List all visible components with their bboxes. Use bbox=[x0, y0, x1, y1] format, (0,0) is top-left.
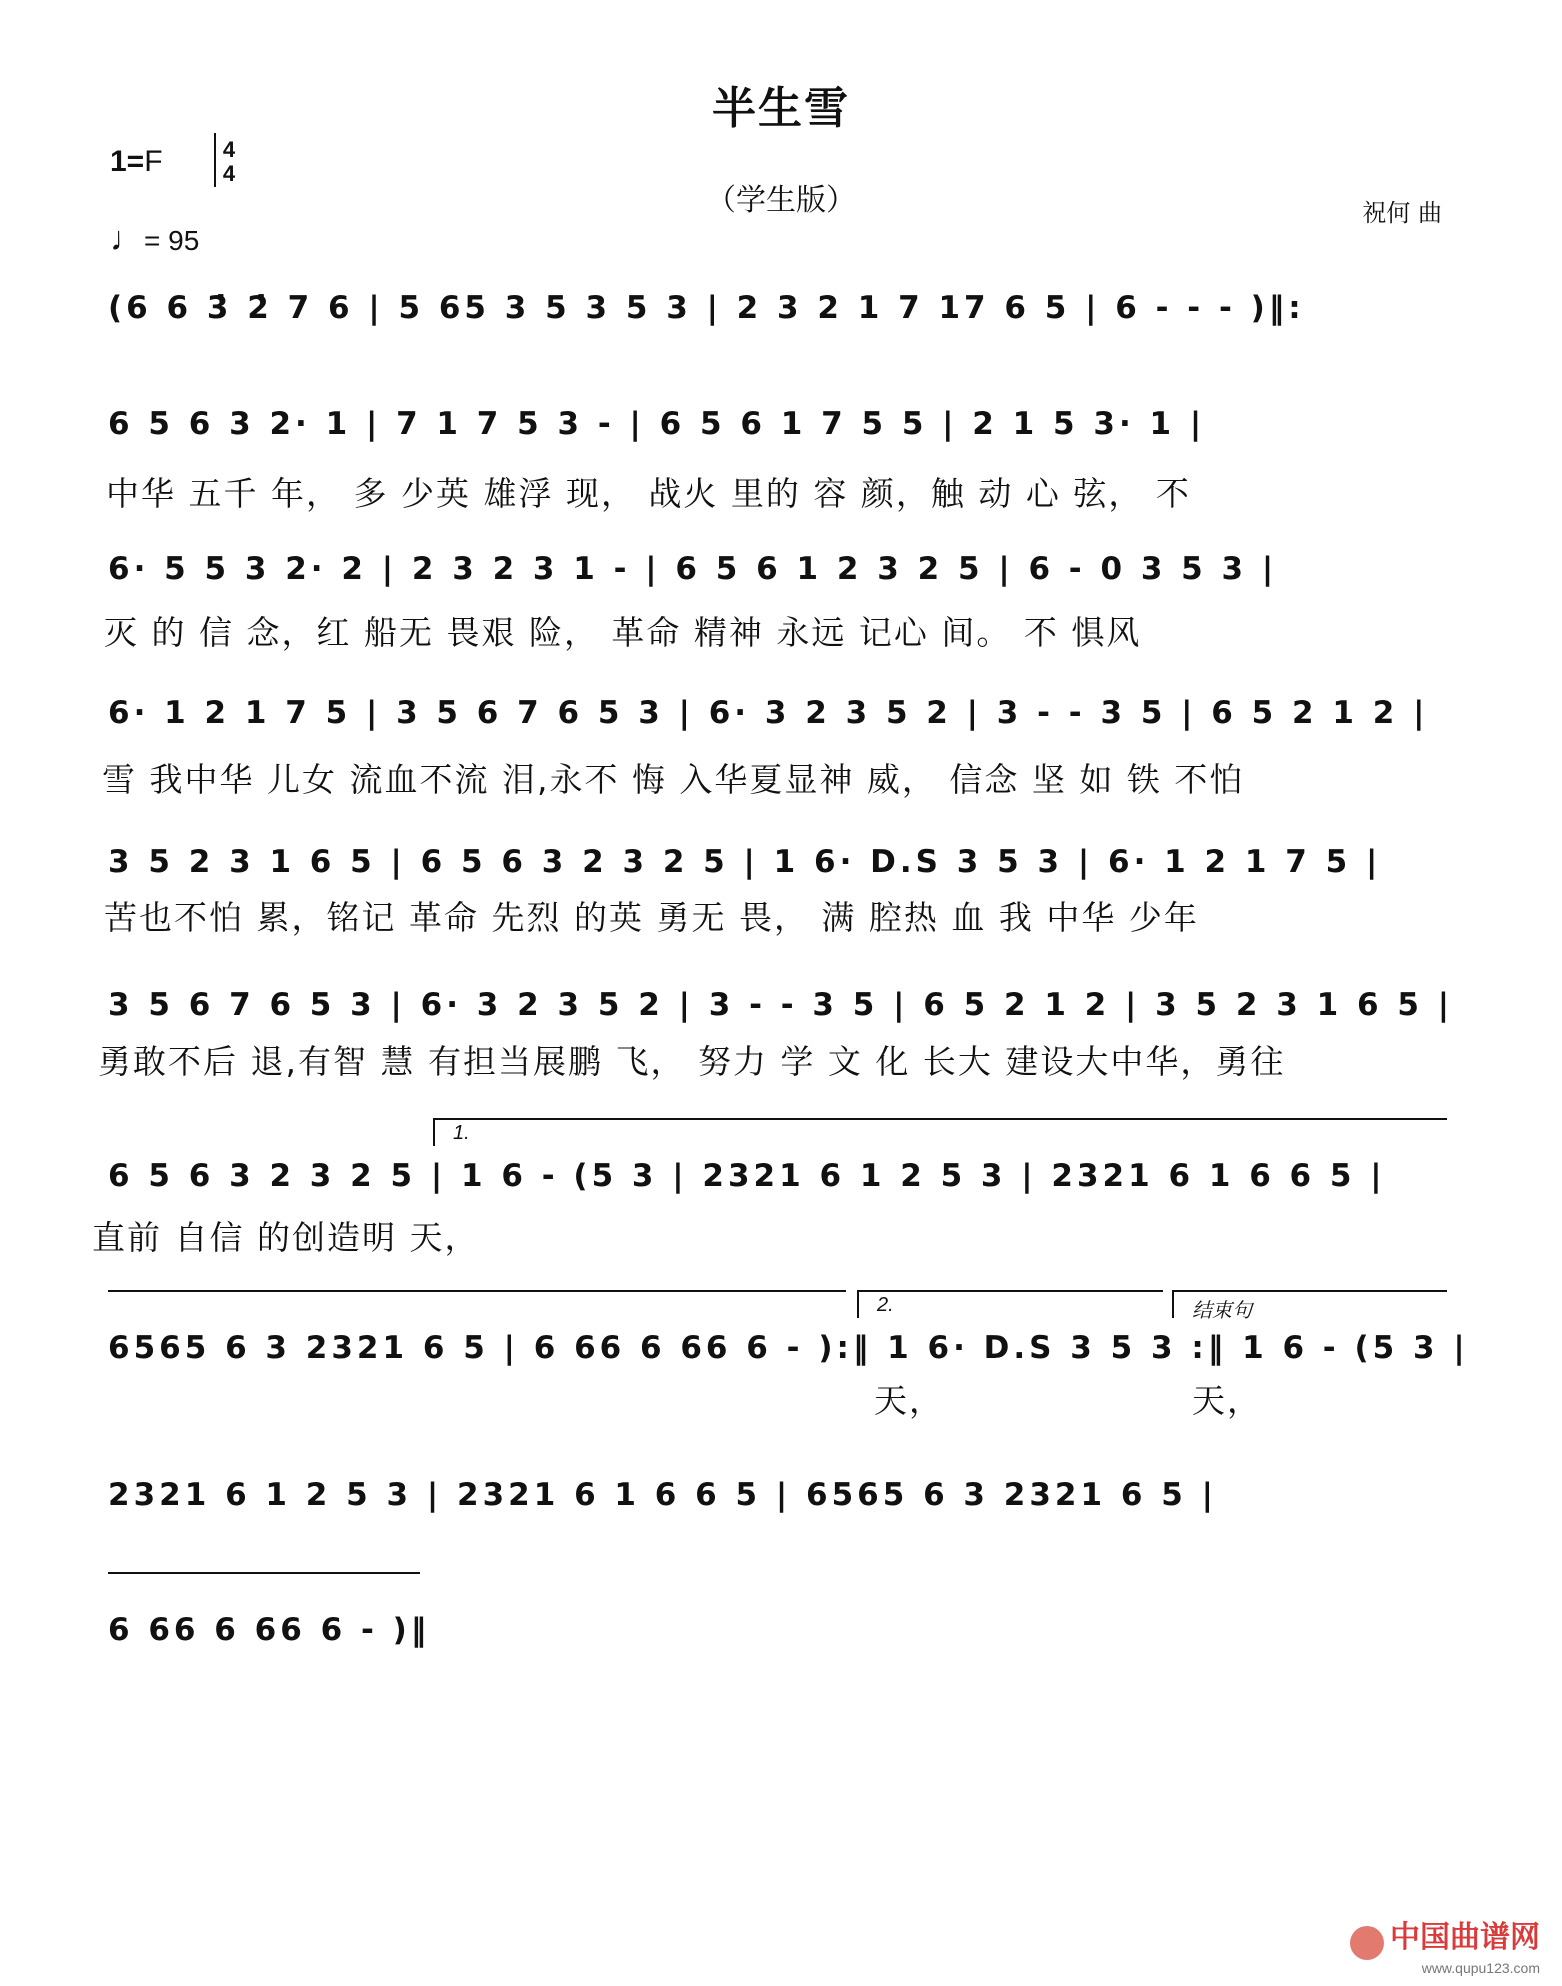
site-watermark bbox=[1350, 1912, 1540, 1976]
notation-line: 6 5 6 3 2 3 2 5 | 1 6 - (5 3 | 2321 6 1 2 5 3 | 2321 6 1 6 6 5 | bbox=[108, 1158, 1386, 1194]
lyric-line: 灭 的 信 念，红 船无 畏艰 险， 革命 精神 永远 记心 间。 不 惧风 bbox=[104, 613, 1142, 652]
lyric-line: 天， bbox=[1192, 1381, 1262, 1420]
volta-label: 1. bbox=[453, 1122, 470, 1144]
lyric-line: 直前 自信 的创造明 天， bbox=[92, 1218, 480, 1257]
notation-line: 6 5 6 3 2· 1 | 7 1 7 5 3 - | 6 5 6 1 7 5 5 | 2 1 5 3· 1 | bbox=[108, 406, 1206, 442]
score-row-1 bbox=[0, 288, 1562, 328]
lyric-line: 苦也不怕 累，铭记 革命 先烈 的英 勇无 畏， 满 腔热 血 我 中华 少年 bbox=[104, 898, 1199, 937]
meter-top: 4 bbox=[222, 137, 236, 162]
key-signature bbox=[110, 145, 163, 179]
song-title: 半生雪 bbox=[712, 83, 850, 134]
notation-line: 3 5 6 7 6 5 3 | 6· 3 2 3 5 2 | 3 - - 3 5 | 6 5 2 1 2 | 3 5 2 3 1 6 5 | bbox=[108, 987, 1454, 1023]
first-ending-bracket bbox=[433, 1118, 1447, 1146]
time-signature bbox=[214, 138, 244, 186]
score-row-9 bbox=[0, 1475, 1562, 1515]
notation-line: 2321 6 1 2 5 3 | 2321 6 1 6 6 5 | 6565 6 3 2321 6 5 | bbox=[108, 1477, 1217, 1513]
volta-label: 2. bbox=[877, 1294, 894, 1316]
lyric-line: 天， bbox=[874, 1381, 944, 1420]
ending-phrase-label: 结束句 bbox=[1192, 1300, 1252, 1322]
second-ending-bracket bbox=[857, 1290, 1163, 1318]
quarter-note-icon: ♩ bbox=[110, 220, 144, 258]
key-prefix: 1= bbox=[110, 145, 145, 178]
notation-line: (6 6 3̇ 2̇ 7 6 | 5 65 3 5 3 5 3 | 2 3 2 1 7 17 6 5 | 6 - - - )‖: bbox=[108, 290, 1305, 326]
lyric-line: 雪 我中华 儿女 流血不流 泪,永不 悔 入华夏显神 威， 信念 坚 如 铁 不怕 bbox=[102, 760, 1245, 799]
tempo-value: = 95 bbox=[144, 225, 200, 256]
repeat-bracket-line bbox=[108, 1290, 846, 1318]
meter-bottom: 4 bbox=[222, 161, 236, 186]
notation-line: 6 66 6 66 6 - )‖ bbox=[108, 1612, 431, 1648]
song-subtitle: （学生版） bbox=[706, 183, 856, 218]
notation-line: 6· 5 5 3 2· 2 | 2 3 2 3 1 - | 6 5 6 1 2 3 2 5 | 6 - 0 3 5 3 | bbox=[108, 551, 1278, 587]
ending-phrase-bracket bbox=[1172, 1290, 1447, 1322]
score-row-2 bbox=[0, 404, 1562, 444]
notation-line: 6· 1 2 1 7 5 | 3 5 6 7 6 5 3 | 6· 3 2 3 5 2 | 3 - - 3 5 | 6 5 2 1 2 | bbox=[108, 695, 1429, 731]
notation-line: 3 5 2 3 1 6 5 | 6 5 6 3 2 3 2 5 | 1 6· D.S 3 5 3 | 6· 1 2 1 7 5 | bbox=[108, 844, 1382, 880]
closing-bracket-line bbox=[108, 1572, 420, 1600]
composer-credit: 祝何 曲 bbox=[1362, 199, 1442, 227]
score-row-6 bbox=[0, 985, 1562, 1025]
score-row-3 bbox=[0, 549, 1562, 589]
watermark-url: www.qupu123.com bbox=[1421, 1960, 1540, 1976]
score-row-8 bbox=[0, 1328, 1562, 1368]
tempo-marking bbox=[110, 220, 199, 259]
score-row-10 bbox=[0, 1610, 1562, 1650]
score-row-5 bbox=[0, 842, 1562, 882]
score-row-4 bbox=[0, 693, 1562, 733]
notation-line: 6565 6 3 2321 6 5 | 6 66 6 66 6 - ):‖ 1 6· D.S 3 5 3 :‖ 1 6 - (5 3 | bbox=[108, 1330, 1469, 1366]
key-value: F bbox=[144, 145, 163, 178]
qupu-logo-icon bbox=[1350, 1926, 1384, 1960]
lyric-line: 勇敢不后 退,有智 慧 有担当展鹏 飞， 努力 学 文 化 长大 建设大中华，勇往 bbox=[98, 1042, 1286, 1081]
score-row-7 bbox=[0, 1156, 1562, 1196]
lyric-line: 中华 五千 年， 多 少英 雄浮 现， 战火 里的 容 颜，触 动 心 弦， 不 bbox=[106, 474, 1191, 513]
watermark-brand: 中国曲谱网 bbox=[1390, 1920, 1540, 1956]
